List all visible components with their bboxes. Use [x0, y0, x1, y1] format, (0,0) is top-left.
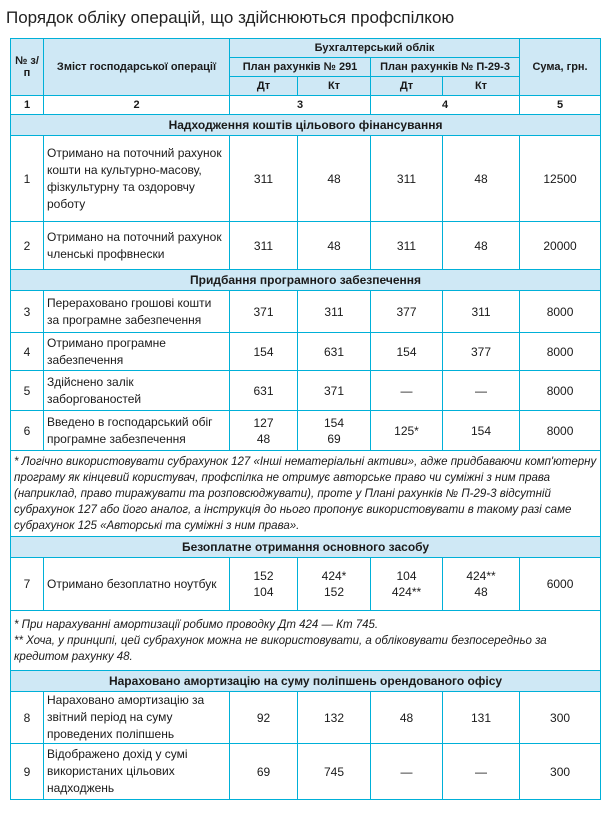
operation-description: Отримано безоплатно ноутбук [44, 558, 230, 611]
footnote-text: * Логічно використовувати субрахунок 127 «Інші нематеріальні активи», адже придбаваючи комп'ютерну програму як кінцевий користувач, профспілка не отримує авторське право чи суміжні з ним права (наприклад, право тиражувати та розповсюджувати), проте у Плані рахунків № П-29-3 відсутній субрахунок 127 або його аналог, а інструкція до нього пропонує використовувати в такому разі саме субрахунок 125 «Авторські та суміжні з ним права». [14, 455, 597, 532]
account-cell-dt1 [230, 136, 298, 222]
table-row [11, 222, 601, 270]
account-number: 371 [323, 383, 345, 398]
account-number: 152 [253, 569, 274, 583]
account-number: 48 [474, 171, 488, 186]
section-header-row [11, 671, 601, 692]
footnote-text: ** Хоча, у принципі, цей субрахунок можна не використовувати, а обліковувати безпосередньо за кредитом рахунку 48. [14, 634, 547, 663]
account-number: 154 [323, 415, 345, 430]
account-number: 152 [323, 585, 345, 599]
account-number: 311 [396, 171, 417, 186]
account-cell-kt2 [443, 411, 520, 451]
column-number-row [11, 96, 601, 115]
account-cell-kt1 [298, 291, 371, 333]
table-row [11, 744, 601, 800]
account-number: — [475, 383, 488, 398]
row-number: 2 [11, 222, 44, 270]
account-number: 311 [471, 304, 491, 319]
account-number: 132 [323, 710, 345, 725]
account-cell-dt1 [230, 291, 298, 333]
table-row [11, 692, 601, 744]
account-number: 745 [323, 764, 345, 779]
account-number: — [400, 764, 413, 779]
row-number: 5 [11, 371, 44, 411]
table-row [11, 411, 601, 451]
footnote [11, 611, 601, 671]
amount: 20000 [520, 222, 601, 270]
account-number: 424* [321, 569, 347, 583]
account-cell-dt1 [230, 744, 298, 800]
account-number: 104 [253, 585, 274, 599]
account-cell-dt1 [230, 222, 298, 270]
account-cell-kt1 [298, 692, 371, 744]
column-number: 3 [230, 96, 371, 115]
account-number: 424** [391, 585, 422, 599]
account-number: 48 [399, 710, 414, 725]
amount: 300 [520, 692, 601, 744]
header-dt-2: Дт [371, 77, 443, 96]
account-number: 92 [256, 710, 271, 725]
footnote-text: * При нарахуванні амортизації робимо проводку Дт 424 — Кт 745. [14, 618, 379, 631]
column-number: 2 [44, 96, 230, 115]
header-kt-2: Кт [443, 77, 520, 96]
account-number: 154 [253, 344, 274, 359]
account-number: 377 [471, 344, 492, 359]
account-cell-kt1 [298, 333, 371, 371]
account-number: 371 [253, 304, 274, 319]
account-number: 631 [253, 383, 274, 398]
account-number: 311 [396, 238, 417, 253]
account-cell-kt1 [298, 744, 371, 800]
account-cell-dt2 [371, 411, 443, 451]
account-number: 154 [471, 423, 492, 438]
footnote [11, 451, 601, 537]
document-title: Порядок обліку операцій, що здійснюються профспілкою [6, 8, 455, 27]
account-cell-dt2 [371, 692, 443, 744]
account-number: 377 [396, 304, 417, 319]
operations-table [10, 38, 601, 800]
table-row [11, 333, 601, 371]
operation-description: Введено в господарський обіг програмне забезпечення [44, 411, 230, 451]
account-number: — [475, 764, 488, 779]
column-number: 5 [520, 96, 601, 115]
header-dt-1: Дт [230, 77, 298, 96]
row-number: 4 [11, 333, 44, 371]
amount: 6000 [520, 558, 601, 611]
table-row [11, 136, 601, 222]
account-number: 631 [323, 344, 345, 359]
account-number: 48 [327, 171, 341, 186]
account-cell-dt1 [230, 558, 298, 611]
footnote-row [11, 451, 601, 537]
account-number: 127 [253, 415, 274, 430]
operation-description: Перераховано грошові кошти за програмне забезпечення [44, 291, 230, 333]
operation-description: Отримано на поточний рахунок членські профвнески [44, 222, 230, 270]
account-cell-kt2 [443, 136, 520, 222]
account-number: 131 [471, 710, 492, 725]
account-cell-kt1 [298, 222, 371, 270]
section-title: Придбання програмного забезпечення [11, 270, 601, 291]
header-plan-p293: План рахунків № П-29-3 [371, 58, 520, 77]
column-number: 4 [371, 96, 520, 115]
account-number: 48 [327, 238, 341, 253]
header-accounting: Бухгалтерський облік [230, 39, 520, 58]
account-number: 69 [256, 764, 271, 779]
account-cell-kt1 [298, 411, 371, 451]
account-number: 311 [324, 304, 344, 319]
section-header-row [11, 270, 601, 291]
section-title: Нараховано амортизацію на суму поліпшень орендованого офісу [11, 671, 601, 692]
account-cell-kt2 [443, 744, 520, 800]
row-number: 8 [11, 692, 44, 744]
operation-description: Здійснено залік заборгованостей [44, 371, 230, 411]
account-number: 48 [474, 585, 488, 599]
operation-description: Отримано на поточний рахунок кошти на культурно-масову, фізкультурну та оздоровчу роботу [44, 136, 230, 222]
account-cell-kt2 [443, 222, 520, 270]
table-header [11, 39, 601, 96]
row-number: 6 [11, 411, 44, 451]
row-number: 7 [11, 558, 44, 611]
account-cell-dt2 [371, 291, 443, 333]
row-number: 1 [11, 136, 44, 222]
account-cell-dt2 [371, 558, 443, 611]
header-kt-1: Кт [298, 77, 371, 96]
account-number: 311 [253, 171, 274, 186]
account-cell-kt1 [298, 136, 371, 222]
account-cell-dt2 [371, 136, 443, 222]
account-cell-kt1 [298, 371, 371, 411]
table-row [11, 371, 601, 411]
account-cell-dt1 [230, 333, 298, 371]
account-number: 48 [474, 238, 488, 253]
amount: 8000 [520, 291, 601, 333]
account-number: 154 [396, 344, 417, 359]
amount: 8000 [520, 411, 601, 451]
section-title: Безоплатне отримання основного засобу [11, 537, 601, 558]
footnote-row [11, 611, 601, 671]
account-cell-dt1 [230, 411, 298, 451]
header-content: Зміст господарської операції [44, 39, 230, 96]
account-cell-dt2 [371, 371, 443, 411]
table-row [11, 558, 601, 611]
account-cell-kt2 [443, 692, 520, 744]
operation-description: Нараховано амортизацію за звітний період на суму проведених поліпшень [44, 692, 230, 744]
table-body [11, 96, 601, 800]
account-number: 311 [253, 238, 274, 253]
section-title: Надходження коштів цільового фінансування [11, 115, 601, 136]
account-cell-kt1 [298, 558, 371, 611]
section-header-row [11, 537, 601, 558]
account-cell-kt2 [443, 333, 520, 371]
header-num: № з/п [11, 39, 44, 96]
account-cell-dt1 [230, 692, 298, 744]
account-number: 104 [396, 569, 417, 583]
account-cell-kt2 [443, 558, 520, 611]
account-cell-kt2 [443, 291, 520, 333]
amount: 300 [520, 744, 601, 800]
account-number: 125* [394, 423, 419, 438]
table-row [11, 291, 601, 333]
amount: 8000 [520, 371, 601, 411]
account-cell-kt2 [443, 371, 520, 411]
account-number: 424** [466, 569, 496, 583]
operation-description: Отримано програмне забезпечення [44, 333, 230, 371]
account-number: 48 [256, 431, 271, 446]
account-number: — [400, 383, 413, 398]
account-cell-dt2 [371, 744, 443, 800]
header-sum: Сума, грн. [520, 39, 601, 96]
operation-description: Відображено дохід у сумі використаних цільових надходжень [44, 744, 230, 800]
amount: 12500 [520, 136, 601, 222]
account-number: 69 [327, 431, 341, 446]
amount: 8000 [520, 333, 601, 371]
row-number: 3 [11, 291, 44, 333]
row-number: 9 [11, 744, 44, 800]
header-plan-291: План рахунків № 291 [230, 58, 371, 77]
account-cell-dt2 [371, 333, 443, 371]
account-cell-dt1 [230, 371, 298, 411]
column-number: 1 [11, 96, 44, 115]
account-cell-dt2 [371, 222, 443, 270]
section-header-row [11, 115, 601, 136]
